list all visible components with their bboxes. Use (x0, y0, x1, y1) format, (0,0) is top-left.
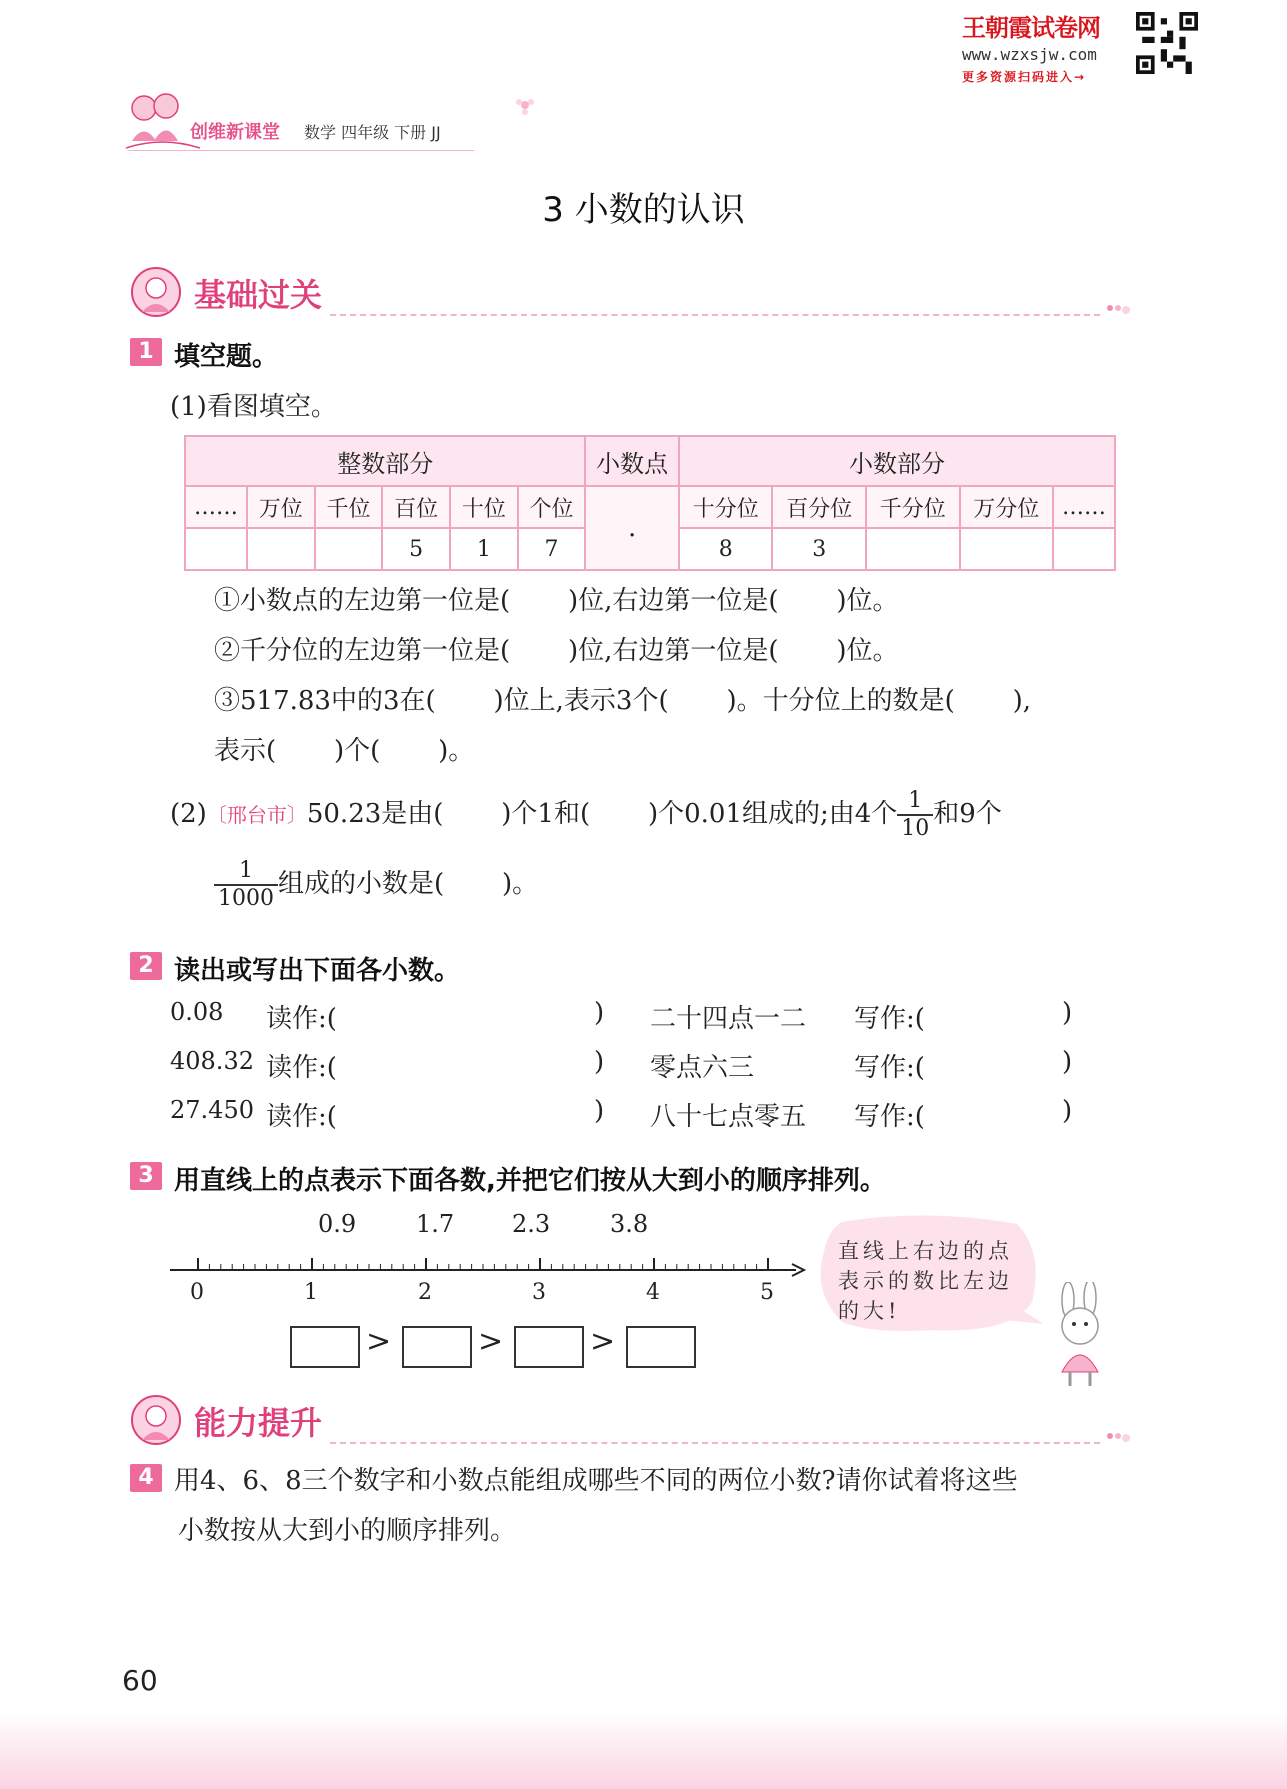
fraction-denominator: 10 (901, 816, 930, 841)
write-label[interactable]: 写作:( (854, 1004, 925, 1034)
read-close: ) (594, 1047, 605, 1077)
digit-cell (1053, 528, 1115, 570)
part2-prefix: (2) (170, 799, 207, 829)
part-label: (1)看图填空。 (170, 392, 337, 422)
greater-than-sign: > (590, 1324, 616, 1359)
rabbit-mascot-icon (1040, 1282, 1120, 1392)
question-text: 填空题。 (174, 342, 279, 372)
axis-label: 2 (418, 1280, 432, 1305)
question-text: 读出或写出下面各小数。 (174, 956, 461, 986)
digit-cell: 5 (382, 528, 450, 570)
part2-text-b: 和9个 (933, 799, 1002, 829)
answer-box-2[interactable] (402, 1326, 472, 1368)
question-line-1: 用4、6、8三个数字和小数点能组成哪些不同的两位小数?请你试着将这些 (174, 1466, 1018, 1496)
section-title-advanced: 能力提升 (194, 1404, 323, 1442)
digit-cell (866, 528, 960, 570)
answer-box-3[interactable] (514, 1326, 584, 1368)
digit-cell: 8 (679, 528, 773, 570)
fill-line-3[interactable]: ③517.83中的3在( )位上,表示3个( )。十分位上的数是( ), (214, 686, 1032, 716)
read-number: 27.450 (170, 1096, 254, 1124)
brand-name: 王朝霞试卷网 (962, 14, 1100, 42)
place-cell: 千分位 (866, 486, 960, 528)
question-number: 3 (130, 1162, 162, 1190)
given-number: 3.8 (610, 1210, 649, 1238)
read-close: ) (594, 998, 605, 1028)
place-cell: 百位 (382, 486, 450, 528)
fraction-one-thousandth (214, 858, 278, 912)
axis-label: 3 (532, 1280, 546, 1305)
answer-box-1[interactable] (290, 1326, 360, 1368)
header-integer-part: 整数部分 (185, 436, 585, 486)
qr-code-icon[interactable] (1136, 12, 1198, 74)
page-title: 3 小数的认识 (542, 190, 745, 230)
flower-decoration-icon (510, 92, 540, 118)
write-close: ) (1062, 1096, 1073, 1126)
write-words: 二十四点一二 (650, 1004, 807, 1034)
student-avatar-icon (130, 1394, 182, 1446)
brand-slogan: 更多资源扫码进入→ (962, 70, 1087, 84)
write-words: 八十七点零五 (650, 1102, 807, 1132)
read-label[interactable]: 读作:( (266, 1004, 337, 1034)
header-decimal-point: 小数点 (585, 436, 679, 486)
write-close: ) (1062, 1047, 1073, 1077)
given-number: 1.7 (416, 1210, 455, 1238)
region-tag: 〔邢台市〕 (206, 803, 307, 827)
place-value-table (184, 435, 1116, 571)
place-cell: …… (1053, 486, 1115, 528)
number-line-ticks (198, 1258, 768, 1270)
read-close: ) (594, 1096, 605, 1126)
digit-cell (185, 528, 247, 570)
header-divider (128, 150, 474, 151)
place-cell: 个位 (518, 486, 586, 528)
place-cell: …… (185, 486, 247, 528)
question-number: 1 (130, 338, 162, 366)
write-label[interactable]: 写作:( (854, 1102, 925, 1132)
axis-label: 1 (304, 1280, 318, 1305)
section-divider (330, 314, 1100, 316)
digit-cell: 1 (450, 528, 518, 570)
subject-info: 数学 四年级 下册 JJ (304, 123, 441, 142)
hint-text: 直线上右边的点表示的数比左边的大! (838, 1239, 1013, 1323)
student-avatar-icon (130, 266, 182, 318)
greater-than-sign: > (478, 1324, 504, 1359)
part2-line2 (214, 858, 538, 912)
axis-label: 4 (646, 1280, 660, 1305)
write-label[interactable]: 写作:( (854, 1053, 925, 1083)
question-line-2: 小数按从大到小的顺序排列。 (178, 1516, 517, 1546)
axis-label: 5 (760, 1280, 774, 1305)
question-number: 4 (130, 1464, 162, 1492)
place-cell: 十分位 (679, 486, 773, 528)
given-number: 2.3 (512, 1210, 551, 1238)
part2-text-a[interactable]: 50.23是由( )个1和( )个0.01组成的;由4个 (306, 799, 898, 829)
fill-line-1[interactable]: ①小数点的左边第一位是( )位,右边第一位是( )位。 (214, 586, 899, 616)
fraction-denominator: 1000 (218, 886, 274, 911)
digit-cell (960, 528, 1054, 570)
decimal-point-cell: . (585, 486, 679, 570)
part2-line1 (170, 788, 1002, 842)
axis-label: 0 (190, 1280, 204, 1305)
place-cell: 万位 (247, 486, 315, 528)
page-number: 60 (122, 1664, 158, 1697)
fill-line-4[interactable]: 表示( )个( )。 (214, 736, 475, 766)
part2-text-c[interactable]: 组成的小数是( )。 (278, 869, 539, 899)
brand-url[interactable]: www.wzxsjw.com (962, 45, 1097, 64)
place-cell: 十位 (450, 486, 518, 528)
digit-cell (315, 528, 383, 570)
section-title-basic: 基础过关 (194, 276, 323, 314)
footer-band (0, 1712, 1287, 1789)
fill-line-2[interactable]: ②千分位的左边第一位是( )位,右边第一位是( )位。 (214, 636, 899, 666)
section-divider (330, 1442, 1100, 1444)
write-words: 零点六三 (650, 1053, 755, 1083)
number-line[interactable] (168, 1250, 808, 1290)
read-label[interactable]: 读作:( (266, 1102, 337, 1132)
answer-box-4[interactable] (626, 1326, 696, 1368)
fraction-numerator: 1 (897, 788, 933, 816)
given-number: 0.9 (318, 1210, 357, 1238)
write-close: ) (1062, 998, 1073, 1028)
dots-decoration-icon (1104, 1426, 1134, 1446)
digit-cell: 7 (518, 528, 586, 570)
digit-cell: 3 (772, 528, 866, 570)
fraction-one-tenth (897, 788, 933, 842)
question-text: 用直线上的点表示下面各数,并把它们按从大到小的顺序排列。 (174, 1166, 886, 1196)
read-number: 408.32 (170, 1047, 254, 1075)
place-cell: 百分位 (772, 486, 866, 528)
question-number: 2 (130, 952, 162, 980)
fraction-numerator: 1 (214, 858, 278, 886)
header-decimal-part: 小数部分 (679, 436, 1115, 486)
place-cell: 万分位 (960, 486, 1054, 528)
place-cell: 千位 (315, 486, 383, 528)
greater-than-sign: > (366, 1324, 392, 1359)
read-label[interactable]: 读作:( (266, 1053, 337, 1083)
brand-block (962, 8, 1132, 85)
read-number: 0.08 (170, 998, 224, 1026)
series-name: 创维新课堂 (190, 122, 280, 143)
digit-cell (247, 528, 315, 570)
dots-decoration-icon (1104, 298, 1134, 318)
